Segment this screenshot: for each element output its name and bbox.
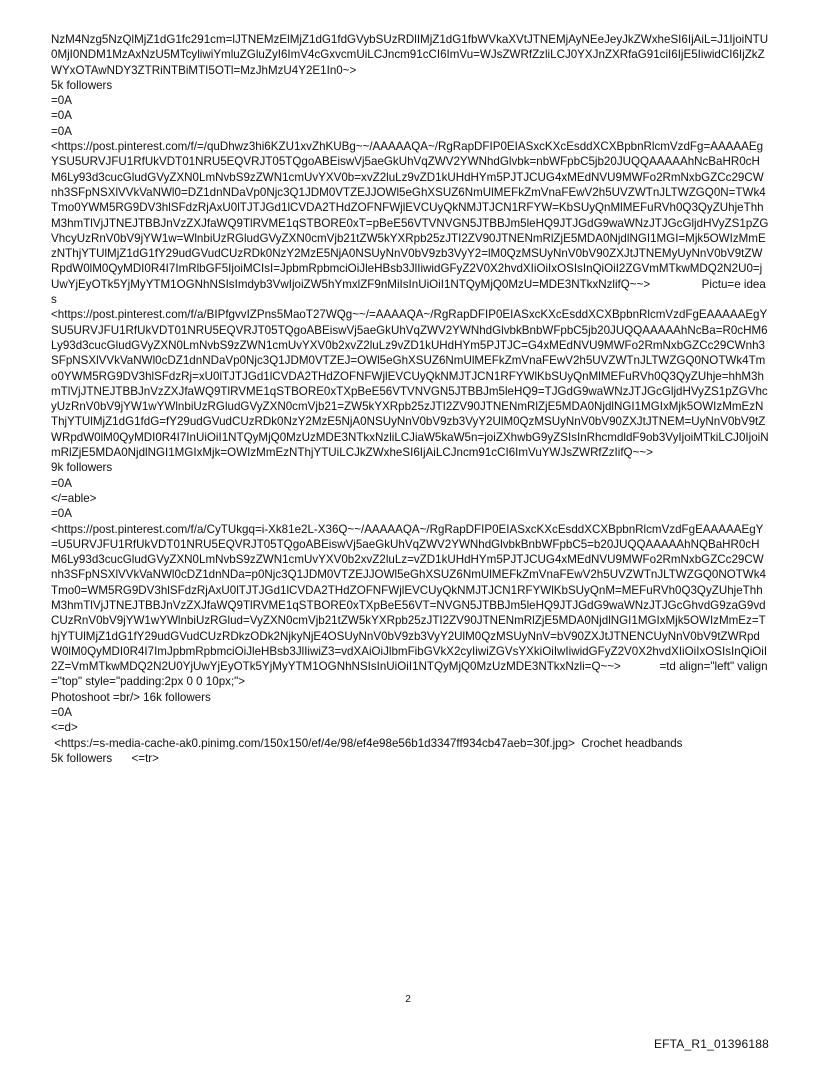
encoded-line-break: =0A (51, 507, 72, 521)
encoded-line-break: =0A (51, 706, 72, 720)
follower-count: 5k followers <=tr> (51, 751, 159, 765)
pinterest-link-second: <https://post.pinterest.com/f/a/BIPfgvvIZPns5MaoT27WQg~~/=AAAAQA~/RgRapDFIP0EIASxcKXcEsddXCXBpbnRlcmVzdFgEAAAAAEgYSU5URVJFU1RfUkVDT01NRU5EQVRJT05TQgoABEiswVj5aeGkUhVqZWV2YWNhdGlvbkBnbWFpbC5jb20JUQQAAAAAhNcBa=R0cHM6Ly93d3cucGludGVyZXN0LmNvbS9zZWN1cmUvYXV0b2xvZ2luLz9vZD1kUHdHYm5PJTJC=G4xMEdNVU9MWFo2RmNxbGZCc29CWnh3SFpNSXlVVkVaNWl0cDZ1dnNDaVp0Njc3Q1JDM0VTZEJ=OWl5eGhXSUZ6NmUlMEFkZmVnaFEwV2h5UVZWTnJLTWZGQ0NOTWk4Tmo0YWM5RG9DV3hlSFdzRj=xU0lTJTJGd1lCVDA2THdZOFNFWjlEVCUyQkNMJTJCN1RFYWlKbSUyQnMlMEFuRVh0Q3QyZUhje=hhM3hmTlVjJTNEJTBBJnVzZXJfaWQ9TlRVME1qSTBORE0xTXpBeE56VTVNVGN5JTBBJm5leHQ9=TJGdG9waWNzJTJGcGljdHVyZS1pZGVhcyUzRnV0bV9jYW1wYWlnbiUzRGludGVyZXN0cmVjb21=ZW5kYXRpb25zJTI2ZV90JTNENmRlZjE5MDA0NjdlNGI1MGIxMjk5OWIzMmEzNThjYTUlMjZ1dG1fdG=fY29udGVudCUzRDk0NzY2MzE5NjA0NSUyNnV0bV9zb3VyY2UlM0QzMSUyNnV0bV90ZXJtJTNEM=UyNnV0bV9tZWRpdW0lM0QyMDI0R4I7InUiOiI1NTQyMjQ0MzUzMDE3NTkxNzliLCJiaW5kaW5n=joiZXhwbG9yZSIsInRhcmdldF9ob3VyIjoiMTkiLCJ0IjoiNmRlZjE5MDA0NjdlNGI1MGIxMjk=OWIzMmEzNThjYTUiLCJkZWxheSI6IjAiLCJncm91cCI6ImVuYWJsZWRfZzIifQ~~> (51, 308, 769, 460)
pinterest-link-picture-ideas: <https://post.pinterest.com/f/=/quDhwz3hi6KZU1xvZhKUBg~~/AAAAAQA~/RgRapDFIP0EIASxcKXcEsddXCXBpbnRlcmVzdFg=AAAAAEgYSU5URVJFU1RfUkVDT01NRU5EQVRJT05TQgoABEiswVj5aeGkUhVqZWV2YWNhdGlvbk=nbWFpbC5jb20JUQQAAAAAhNcBaHR0cHM6Ly93d3cucGludGVyZXN0LmNvbS9zZWN1cmUvYXV0b=xvZ2luLz9vZD1kUHdHYm5PJTJCUG4xMEdNVU9MWFo2RmNxbGZCc29CWnh3SFpNSXlVVkVaNWl0=DZ1dnNDaVp0Njc3Q1JDM0VTZEJJOWl5eGhXSUZ6NmUlMEFkZmVnaFEwV2h5UVZWTnJLTWZGQ0N=TWk4Tmo0YWM5RG9DV3hlSFdzRjAxU0lTJTJGd1lCVDA2THdZOFNFWjlEVCUyQkNMJTJCN1RFYW=KbSUyQnMlMEFuRVh0Q3QyZUhjeThhM3hmTlVjJTNEJTBBJnVzZXJfaWQ9TlRVME1qSTBORE0xT=pBeE56VTVNVGN5JTBBJm5leHQ9JTJGdG9waWNzJTJGcGljdHVyZS1pZGVhcyUzRnV0bV9jYW1w=WlnbiUzRGludGVyZXN0cmVjb21tZW5kYXRpb25zJTI2ZV90JTNENmRlZjE5MDA0NjdlNGI1MGI=Mjk5OWIzMmEzNThjYTUlMjZ1dG1fY29udGVudCUzRDk0NzY2MzE5NjA0NSUyNnV0bV9zb3VyY2=lM0QzMSUyNnV0bV90ZXJtJTNEMyUyNnV0bV9tZWRpdW0lM0QyMDI0R4I7ImRlbGF5IjoiMCIsI=JpbmRpbmciOiJleHBsb3JlIiwidGFyZ2V0X2hvdXIiOiIxOSIsInQiOiI2ZGVmMTkwMDQ2N2U0=jUwYjEyOTk5YjMyYTM1OGNhNSIsImdyb3VwIjoiZW5hYmxlZF9nMiIsInUiOiI1NTQyMjQ0MzU=MDE3NTkxNzlifQ~~> Pictu=e ideas (51, 140, 769, 307)
photoshoot-followers: Photoshoot =br/> 16k followers (51, 690, 211, 704)
page-number: 2 (405, 994, 411, 1005)
html-fragment: <=d> (51, 721, 78, 735)
encoded-line-break: =0A (51, 476, 72, 490)
pinterest-link-photoshoot: <https://post.pinterest.com/f/a/CyTUkgq=i-Xk81e2L-X36Q~~/AAAAAQA~/RgRapDFIP0EIASxcKXcEsddXCXBpbnRlcmVzdFgEAAAAAEgY=U5URVJFU1RfUkVDT01NRU5EQVRJT05TQgoABEiswVj5aeGkUhVqZWV2YWNhdGlvbkBnbWFpbC5=b20JUQQAAAAAhNQBaHR0cHM6Ly93d3cucGludGVyZXN0LmNvbS9zZWN1cmUvYXV0b2xvZ2luLz=vZD1kUHdHYm5PJTJCUG4xMEdNVU9MWFo2RmNxbGZCc29CWnh3SFpNSXlVVkVaNWl0cDZ1dnNDa=p0Njc3Q1JDM0VTZEJJOWl5eGhXSUZ6NmUlMEFkZmVnaFEwV2h5UVZWTnJLTWZGQ0NOTWk4Tmo0=WM5RG9DV3hlSFdzRjAxU0lTJTJGd1lCVDA2THdZOFNFWjlEVCUyQkNMJTJCN1RFYWlKbSUyQnM=MEFuRVh0Q3QyZUhjeThhM3hmTlVjJTNEJTBBJnVzZXJfaWQ9TlRVME1qSTBORE0xTXpBeE56VT=NVGN5JTBBJm5leHQ9JTJGdG9waWNzJTJGcGhvdG9zaG9vdCUzRnV0bV9jYW1wYWlnbiUzRGlud=VyZXN0cmVjb21tZW5kYXRpb25zJTI2ZV90JTNENmRlZjE5MDA0NjdlNGI1MGIxMjk5OWIzMmEz=ThjYTUlMjZ1dG1fY29udGVudCUzRDkzODk2NjkyNjE4OSUyNnV0bV9zb3VyY2UlM0QzMSUyNnV=bV90ZXJtJTNENCUyNnV0bV9tZWRpdW0lM0QyMDI0R4I7ImJpbmRpbmciOiJleHBsb3JlIiwiZ3=vdXAiOiJlbmFibGVkX2cyIiwiZGVsYXkiOiIwIiwidGFyZ2V0X2hvdXIiOiIxOSIsInQiOiI2Z=VmMTkwMDQ2N2U0YjUwYjEyOTk5YjMyYTM1OGNhNSIsInUiOiI1NTQyMjQ0MzUzMDE3NTkxNzli=Q~~> =td align="left" valign="top" style="padding:2px 0 0 10px;"> (51, 522, 768, 689)
encoded-line-break: =0A (51, 124, 72, 138)
email-body-text (51, 32, 769, 766)
tracking-url-fragment: NzM4Nzg5NzQlMjZ1dG1fc291cm=lJTNEMzElMjZ1dG1fdGVybSUzRDlIMjZ1dG1fbWVkaXVtJTNEMjAyNEeJeyJkZWxheSI6IjAiL=J1IjoiNTU0MjI0NDM1MzAxNzU5MTcyliwiYmluZGluZyI6ImV4cGxvcmUiLCJncm91cCI6ImVu=WJsZWRfZzliLCJ0YXJnZXRfaG91ciI6IjE5IiwidCI6IjZkZWYxOTAwNDY3ZTRiNTBiMTI5OTl=MzJhMzU4Y2E1In0~> (51, 33, 769, 77)
encoded-line-break: =0A (51, 94, 72, 108)
encoded-line-break: =0A (51, 109, 72, 123)
document-id: EFTA_R1_01396188 (653, 1037, 769, 1051)
follower-count: 5k followers (51, 78, 113, 92)
html-fragment: </=able> (51, 491, 97, 505)
follower-count: 9k followers (51, 461, 113, 475)
image-link-crochet-headbands: <https:/=s-media-cache-ak0.pinimg.com/150x150/ef/4e/98/ef4e98e56b1d3347ff934cb47aeb=30f.jpg> Crochet headbands (51, 736, 683, 750)
